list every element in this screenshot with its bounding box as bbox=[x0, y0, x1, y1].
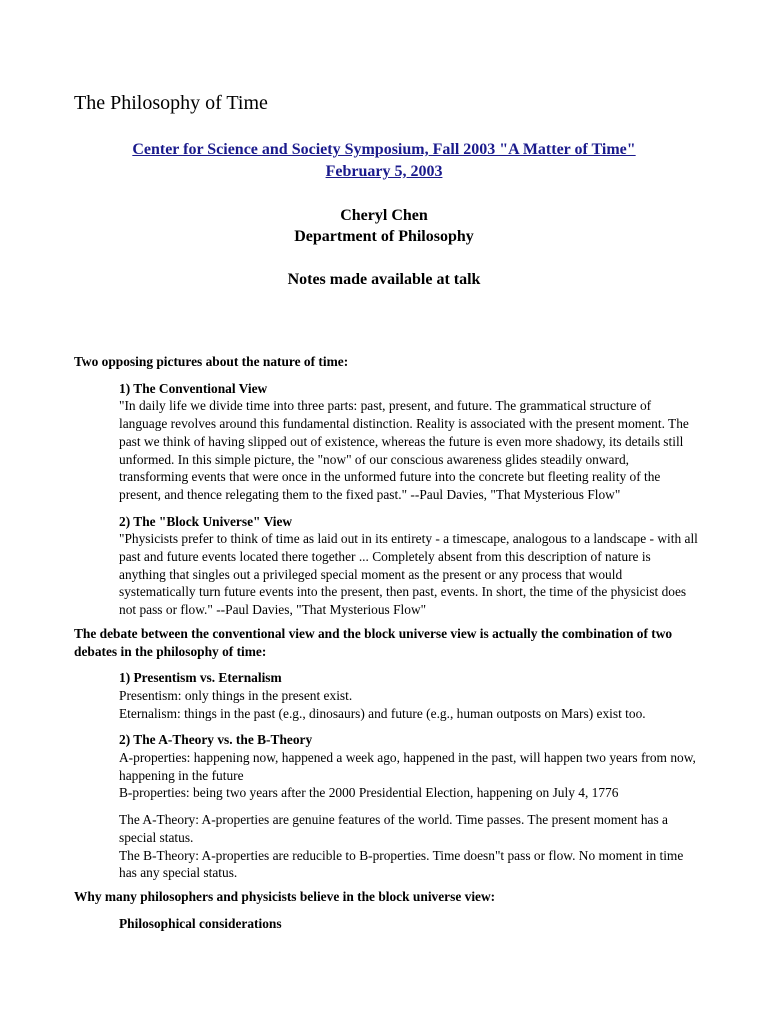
block-universe-quote: "Physicists prefer to think of time as laid out in its entirety - a timescape, analogous to a landscape - with all past and future events located there together ... Completely absent from this description of nature is anything that singles out a privileged special moment as the present or any process that would systematically turn future events into the present, then past, events. In short, the time of the physicist does not pass or flow." --Paul Davies, "That Mysterious Flow" bbox=[119, 531, 698, 618]
author-name: Cheryl Chen bbox=[340, 207, 428, 224]
document-body bbox=[74, 353, 704, 932]
why-heading: Why many philosophers and physicists believe in the block universe view: bbox=[74, 888, 496, 904]
b-theory-line: The B-Theory: A-properties are reducible to B-properties. Time doesn"t pass or flow. No moment in time has any special status. bbox=[119, 847, 684, 881]
conventional-view-heading: 1) The Conventional View bbox=[119, 380, 268, 396]
philosophical-considerations-heading: Philosophical considerations bbox=[119, 915, 282, 931]
eternalism-line: Eternalism: things in the past (e.g., dinosaurs) and future (e.g., human outposts on Mars) exist too. bbox=[119, 705, 646, 721]
page-title: The Philosophy of Time bbox=[74, 92, 268, 114]
presentism-heading: 1) Presentism vs. Eternalism bbox=[119, 670, 282, 686]
conventional-view-section bbox=[119, 380, 699, 619]
notes-line: Notes made available at talk bbox=[287, 271, 481, 288]
author-department: Department of Philosophy bbox=[294, 228, 474, 245]
notes-block bbox=[0, 269, 768, 290]
symposium-link-block bbox=[0, 139, 768, 183]
philosophical-section bbox=[119, 915, 699, 933]
two-pictures-heading: Two opposing pictures about the nature of time: bbox=[74, 354, 349, 369]
symposium-link[interactable]: Center for Science and Society Symposium, Fall 2003 "A Matter of Time" bbox=[132, 141, 636, 158]
debates-section bbox=[119, 669, 699, 882]
conventional-view-quote: "In daily life we divide time into three parts: past, present, and future. The grammatical structure of language revolves around this fundamental distinction. Reality is associated with the present moment. The past we think of having slipped out of existence, whereas the future is even more shadowy, its details still unformed. In this simple picture, the "now" of our conscious awareness glides steadily onward, transforming events that were once in the unformed future into the concrete but fleeting reality of the present, and thence relegating them to the fixed past." --Paul Davies, "That Mysterious Flow" bbox=[119, 398, 689, 502]
a-properties-line: A-properties: happening now, happened a week ago, happened in the past, will happen two years from now, happening in the future bbox=[119, 750, 696, 783]
debate-heading: The debate between the conventional view and the block universe view is actually the combination of two debates in the philosophy of time: bbox=[74, 625, 673, 659]
block-universe-heading: 2) The "Block Universe" View bbox=[119, 513, 293, 529]
b-properties-line: B-properties: being two years after the 2000 Presidential Election, happening on July 4, 1776 bbox=[119, 785, 619, 801]
date-link[interactable]: February 5, 2003 bbox=[325, 163, 443, 180]
a-b-theory-heading: 2) The A-Theory vs. the B-Theory bbox=[119, 732, 313, 748]
presentism-line: Presentism: only things in the present exist. bbox=[119, 687, 353, 703]
a-theory-line: The A-Theory: A-properties are genuine features of the world. Time passes. The present moment has a special status. bbox=[119, 812, 668, 845]
author-block bbox=[0, 205, 768, 247]
